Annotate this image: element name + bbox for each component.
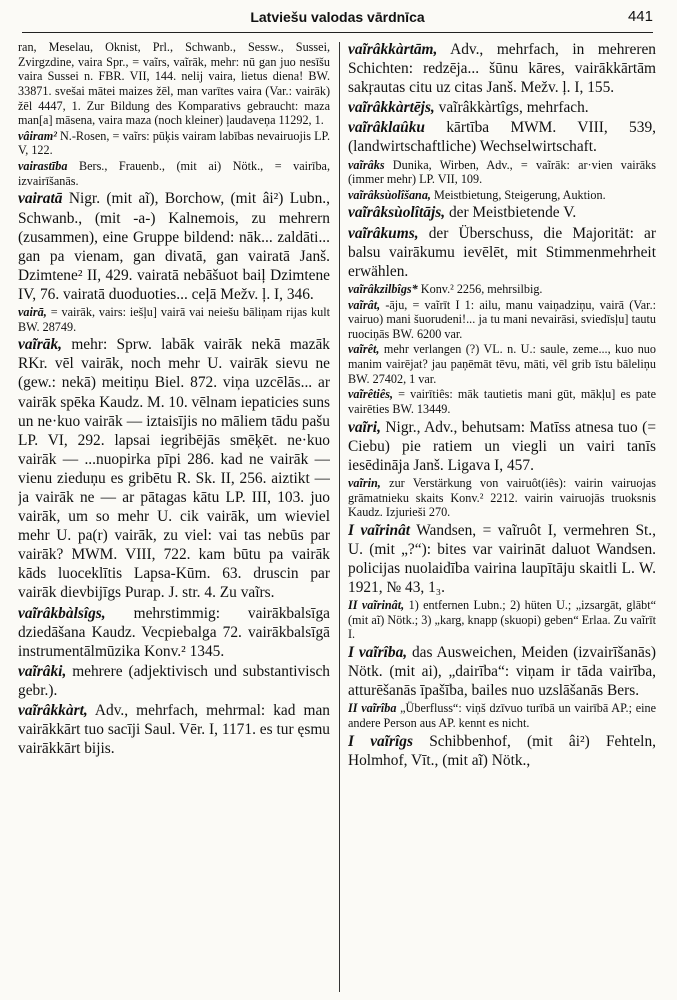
dictionary-entry: [348, 188, 656, 203]
entry-text: Adv., mehrfach, in mehreren Schichten: redzēja... šūnu kāres, vairākkārtām sakŗautas citu uz citas Janš. Mežv. ļ. I, 155.: [348, 41, 656, 97]
entry-text: mehrere (adjektivisch und substantivisch gebr.).: [18, 662, 330, 699]
entry-text: mehr: Sprw. labāk vairāk nekā mazāk RKr. vēl vairāk, noch mehr U. vairāk sievu ne (gew.: nekā) meitiņu Biel. 872. viņa uzcēlās... ar vairāk spēka Kaudz. M. 10. vēlnam iepaticies suns un ne·kuo vairāk — iztaisījis no māliem tādu pašu LP. VI, 292. lapsai iegribējās smēķēt. ne·kuo vairāk — ...nuopirka pīpi 286. kad ne vairāk — vienu zieduņu es gribētu R. Sk. II, 256. aiztikt — ja vairāk ne — ar pātagas kātu LP. III, 103. juo vairāk, um so mehr U. cik vairāk, um wieviel mehr U. pa(r) vairāk, zu viel: vai tas nebūs par vairāk? MWM. VIII, 722. kam būtu pa vairāk kāds luoceklītis Lapsa-Kūm. 63. druscin par vairāk dievbijīgs Purap. J. str. 4. Zu vaĩrs.: [18, 336, 330, 602]
right-column: [348, 40, 656, 995]
entry-text: Bers., Frauenb., (mit ai) Nötk., = vairība, izvairīšanās.: [18, 159, 330, 188]
left-column: [18, 40, 330, 995]
entry-text: -āju, = vaĩrīt I 1: ailu, manu vaiņadziņu, vairā (Var.: vairuo) mani šuorudeni!... ja tu mani nevairāsi, sviedīsļu] tautu ruociņās BW. 6200 var.: [348, 297, 656, 341]
entry-text: ran, Meselau, Oknist, Prl., Schwanb., Sessw., Sussei, Zvirgzdine, vaira Spr., = vaĩrs, vaĩrāk, mehr: nū gan juo nesīšu vaira Sussei n. FBR. VII, 144. nelij vaira, lietus diena! BW. 33871. svešai mātei maizes žēl, man varītes vaira (Var.: vairāk) žēl 4447, 1. Zur Bildung des Komparativs gebraucht: maza man[a] māsena, vaira maza (noch kleiner) ļaudaveņa 11292, 1.: [18, 40, 330, 128]
entry-headword: vaĩri,: [348, 418, 381, 436]
dictionary-entry: [18, 335, 330, 602]
dictionary-entry: [348, 40, 656, 97]
dictionary-entry: [18, 662, 330, 700]
entry-headword: I vaĩrinât: [348, 521, 411, 539]
dictionary-entry: [18, 701, 330, 758]
entry-text: der Meistbietende V.: [448, 204, 577, 222]
entry-headword: vaĩrât,: [348, 297, 381, 312]
dictionary-entry: [348, 118, 656, 156]
entry-text: Schibbenhof, (mit âi²) Fehteln, Holmhof, Vīt., (mit aĩ) Nötk.,: [348, 732, 656, 769]
dictionary-entry: [348, 418, 656, 475]
entry-text: 1) entfernen Lubn.; 2) hüten U.; „izsargāt, glābt“ (mit aĩ) Nötk.; 3) „karg, knapp (skuopi) geben“ Erlaa. Zu vaĩrīt I.: [348, 598, 656, 642]
entry-headword: II vaĩrinât,: [348, 598, 405, 613]
page-header: [22, 6, 653, 33]
entry-text: Wandsen, = vaĩruôt I, vermehren St., U. (mit „?“): bites var vairināt daluot Wandsen. policijas nuolaidība vairina laupītāju skaitli L. W. 1921, № 43, 1₃.: [348, 521, 656, 597]
dictionary-entry: [348, 732, 656, 770]
entry-headword: I vaĩrîgs: [348, 732, 413, 750]
dictionary-entry: [348, 224, 656, 281]
entry-headword: vairā,: [18, 304, 47, 319]
entry-text: zur Verstärkung von vairuôt(iês): vairin vairuojas grāmatnieku skaits Konv.² 2212. vairin vairuojās truoksnis Kaudz. Izjurieši 270.: [348, 475, 656, 520]
entry-text: Dunika, Wirben, Adv., = vaĩrāk: ar·vien vairāks (immer mehr) LP. VII, 109.: [348, 157, 656, 187]
entry-headword: vaĩrâklaûku: [348, 119, 425, 137]
dictionary-entry: [348, 521, 656, 597]
entry-text: „Überfluss“: viņš dzīvuo turībā un vairībā AP.; eine andere Person aus AP. kennt es nicht.: [348, 701, 656, 731]
entry-headword: vaĩrin,: [348, 475, 381, 490]
entry-text: = vairītiês: māk tautietis mani gūt, mākļu] es pate vairēties BW. 13449.: [348, 387, 656, 416]
entry-headword: vaĩrâkkàrt,: [18, 702, 88, 720]
entry-headword: vaĩrêtiês,: [348, 387, 394, 402]
page-number: 441: [627, 8, 653, 25]
entry-headword: II vaĩrîba: [348, 701, 397, 716]
entry-headword: vâiram²: [18, 128, 57, 143]
dictionary-entry: [348, 643, 656, 700]
dictionary-entry: [348, 158, 656, 187]
dictionary-entry: [348, 701, 656, 730]
entry-headword: vaĩrâksùolîtājs,: [348, 204, 446, 222]
dictionary-entry: [348, 387, 656, 416]
dictionary-entry: [348, 282, 656, 297]
dictionary-entry: [18, 604, 330, 661]
dictionary-entry: [18, 40, 330, 128]
entry-headword: vaĩrêt,: [348, 342, 380, 357]
dictionary-entry: [18, 305, 330, 334]
entry-text: Konv.² 2256, mehrsilbig.: [420, 281, 543, 296]
dictionary-entry: [348, 298, 656, 342]
entry-headword: vaĩrâkzilbîgs*: [348, 281, 418, 296]
entry-text: = vairāk, vairs: iešļu] vairā vai neiešu bāliņam rijas kult BW. 28749.: [18, 304, 330, 334]
entry-text: der Überschuss, die Majorität: ar balsu vairākumu ievēlēt, mit Stimmenmehrheit erwählen.: [348, 224, 656, 280]
entry-headword: vaĩrâki,: [18, 662, 67, 680]
entry-headword: vairastība: [18, 159, 68, 174]
entry-text: das Ausweichen, Meiden (izvairīšanās) Nötk. (mit ai), „dairība“: viņam ir tāda vairība, atturēšanās īpašība, bailes nuo uzslāšanās Bers.: [348, 644, 656, 700]
entry-text: Meistbietung, Steigerung, Auktion.: [434, 187, 606, 202]
entry-headword: vaĩrâkums,: [348, 224, 419, 242]
entry-text: mehrstimmig: vairākbalsīga dziedāšana Kaudz. Vecpiebalga 72. vairākbalsīgā instrumentālmūzika Konv.² 1345.: [18, 604, 330, 660]
entry-text: kārtība MWM. VIII, 539, (landwirtschaftliche) Wechselwirtschaft.: [348, 119, 656, 156]
entry-headword: I vaĩrîba,: [348, 644, 408, 662]
entry-headword: vaĩrāk,: [18, 336, 63, 354]
dictionary-entry: [348, 598, 656, 642]
dictionary-entry: [18, 129, 330, 158]
entry-headword: vaĩrâkkàrtējs,: [348, 99, 435, 117]
entry-headword: vaĩrâkbàlsîgs,: [18, 604, 106, 622]
entry-text: Nigr., Adv., behutsam: Matīss atnesa tuo (= Ciebu) pie ratiem un viegli un vairi tanīs iesēdināja Janš. Ligava I, 457.: [348, 418, 656, 474]
entry-headword: vaĩrâks: [348, 157, 385, 172]
dictionary-entry: [348, 203, 656, 222]
entry-headword: vaĩrâkkàrtām,: [348, 41, 438, 58]
entry-headword: vairatā: [18, 190, 63, 208]
entry-text: N.-Rosen, = vaĩrs: pūķis vairam labības nevairuojis LP. V, 122.: [18, 128, 330, 158]
entry-text: Adv., mehrfach, mehrmal: kad man vairākkārt tuo sacīji Saul. Vēr. I, 1171. es tur ęsmu vairākkārt bijis.: [18, 702, 330, 758]
dictionary-entry: [348, 98, 656, 117]
dictionary-entry: [348, 476, 656, 520]
entry-text: vaĩrâkkàrtîgs, mehrfach.: [438, 99, 589, 117]
entry-text: mehr verlangen (?) VL. n. U.: saule, zeme..., kuo nuo manim vairējat? jau paņēmāt tēvu, māti, vēl grib īstu bāleliņu BW. 27402, 1 var.: [348, 342, 656, 386]
dictionary-entry: [18, 159, 330, 188]
dictionary-entry: [18, 189, 330, 304]
dictionary-title: Latviešu valodas vārdnīca: [250, 9, 425, 25]
entry-headword: vaĩrâksùolîšana,: [348, 187, 431, 202]
column-divider: [339, 42, 340, 992]
entry-text: Nigr. (mit aĩ), Borchow, (mit âi²) Lubn., Schwanb., (mit -a-) Kalnemois, zu mehrern (zusammen), eine Gruppe bildend: nāk... zaldāti... gan pa vienam, gan divatā, gan vairatā Janš. Dzimtene² II, 429. vairatā nebāšuot baiļ Dzimtene IV, 76. vairatā duoduoties... ceļā Mežv. ļ. I, 346.: [18, 190, 330, 303]
dictionary-entry: [348, 342, 656, 386]
